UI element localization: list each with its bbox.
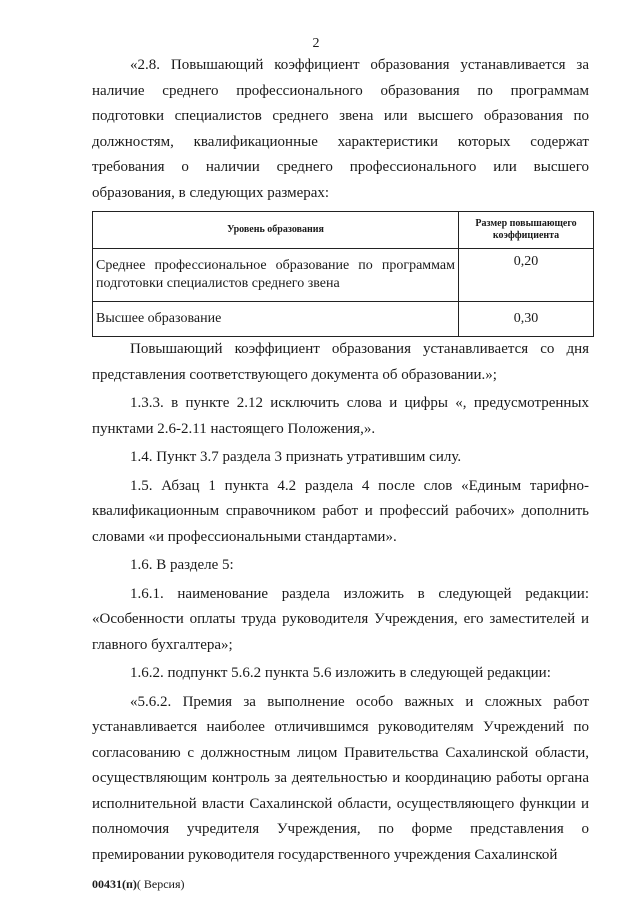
paragraph-1-6-1: 1.6.1. наименование раздела изложить в следующей редакции: «Особенности оплаты труда руководителя Учреждения, его заместителей и главного бухгалтера»; bbox=[92, 585, 589, 653]
intro-paragraph: «2.8. Повышающий коэффициент образования устанавливается за наличие среднего профессионального образования по программам подготовки специалистов среднего звена или высшего образования по должностям, квалификационные характеристики которых содержат требования о наличии среднего профессионального или высшего образования, в следующих размерах: bbox=[92, 57, 589, 201]
paragraph-coefficient-date: Повышающий коэффициент образования устанавливается со дня представления соответствующего документа об образовании.»; bbox=[92, 341, 589, 383]
cell-education-level: Высшее образование bbox=[93, 302, 459, 337]
header-coefficient-size: Размер повышающего коэффициента bbox=[459, 212, 594, 249]
table-row bbox=[93, 249, 594, 302]
header-education-level: Уровень образования bbox=[93, 212, 459, 249]
paragraph-1-4: 1.4. Пункт 3.7 раздела 3 признать утратившим силу. bbox=[130, 449, 462, 465]
education-coefficient-table bbox=[92, 211, 594, 337]
footer-doc-code: 00431(п) bbox=[92, 877, 137, 891]
cell-education-level: Среднее профессиональное образование по программам подготовки специалистов среднего звена bbox=[93, 249, 459, 302]
table-row bbox=[93, 302, 594, 337]
paragraph-1-6-2: 1.6.2. подпункт 5.6.2 пункта 5.6 изложить в следующей редакции: bbox=[130, 665, 551, 681]
footer bbox=[92, 877, 185, 892]
cell-coefficient-value: 0,20 bbox=[459, 249, 594, 302]
paragraph-1-3-3: 1.3.3. в пункте 2.12 исключить слова и цифры «, предусмотренных пунктами 2.6-2.11 настоящего Положения,». bbox=[92, 395, 589, 437]
intro-block bbox=[92, 53, 589, 206]
cell-coefficient-value: 0,30 bbox=[459, 302, 594, 337]
body-block bbox=[92, 337, 589, 871]
paragraph-5-6-2: «5.6.2. Премия за выполнение особо важных и сложных работ устанавливается наиболее отличившимся руководителям Учреждений по согласованию с должностным лицом Правительства Сахалинской области, осуществляющим контроль за деятельностью и координацию работы органа исполнительной власти Сахалинской области, осуществляющего функции и полномочия учредителя Учреждения, по форме представления о премировании руководителя государственного учреждения Сахалинской bbox=[92, 693, 589, 863]
paragraph-1-5: 1.5. Абзац 1 пункта 4.2 раздела 4 после слов «Единым тарифно-квалификационным справочником работ и профессий рабочих» дополнить словами «и профессиональными стандартами». bbox=[92, 477, 589, 545]
footer-version: ( Версия) bbox=[136, 877, 185, 891]
paragraph-1-6: 1.6. В разделе 5: bbox=[130, 557, 234, 573]
table-header-row bbox=[93, 212, 594, 249]
page-number: 2 bbox=[312, 36, 320, 51]
